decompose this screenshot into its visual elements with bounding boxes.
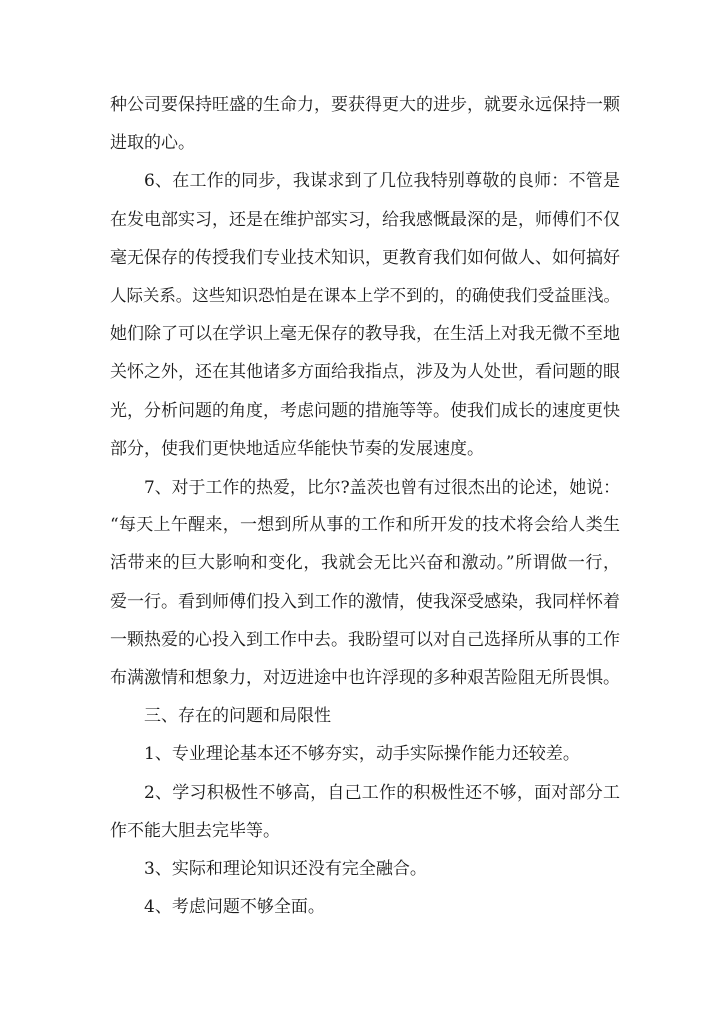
text-line: 部分，使我们更快地适应华能快节奏的发展速度。	[110, 438, 484, 459]
text-line: 4、考虑问题不够全面。	[144, 897, 325, 918]
document-body	[110, 86, 620, 926]
paragraph-continuation	[110, 86, 620, 162]
text-line: 光，分析问题的角度，考虑问题的措施等等。使我们成长的速度更快	[110, 400, 620, 421]
text-line: 活带来的巨大影响和变化，我就会无比兴奋和激动。”所谓做一行，	[110, 553, 620, 574]
text-line: 7、对于工作的热爱，比尔?盖茨也曾有过很杰出的论述，她说：	[144, 477, 620, 498]
heading-text: 三、存在的问题和局限性	[144, 706, 331, 727]
issue-item-3	[110, 850, 620, 888]
text-line: 关怀之外，还在其他诸多方面给我指点，涉及为人处世，看问题的眼	[110, 362, 620, 383]
text-line: 种公司要保持旺盛的生命力，要获得更大的进步，就要永远保持一颗	[110, 95, 620, 115]
text-line: “每天上午醒来，一想到所从事的工作和所开发的技术将会给人类生	[110, 515, 620, 536]
issue-item-2	[110, 774, 620, 850]
issue-item-4	[110, 888, 620, 926]
text-line: 2、学习积极性不够高，自己工作的积极性还不够，面对部分工	[144, 782, 620, 803]
text-line: 6、在工作的同步，我谋求到了几位我特别尊敬的良师：不管是	[144, 171, 620, 192]
text-line: 作不能大胆去完毕等。	[110, 820, 280, 841]
text-line: 1、专业理论基本还不够夯实，动手实际操作能力还较差。	[144, 744, 580, 765]
text-line: 人际关系。这些知识恐怕是在课本上学不到的，的确使我们受益匪浅。	[110, 286, 620, 306]
text-line: 毫无保存的传授我们专业技术知识，更教育我们如何做人、如何搞好	[110, 247, 620, 268]
paragraph-item-6	[110, 162, 620, 468]
text-line: 布满激情和想象力，对迈进途中也许浮现的多种艰苦险阻无所畏惧。	[110, 668, 620, 689]
text-line: 一颗热爱的心投入到工作中去。我盼望可以对自己选择所从事的工作	[110, 629, 620, 650]
section-heading-3	[110, 697, 620, 735]
text-line: 3、实际和理论知识还没有完全融合。	[144, 859, 427, 880]
text-line: 进取的心。	[110, 133, 195, 154]
text-line: 她们除了可以在学识上毫无保存的教导我，在生活上对我无微不至地	[110, 324, 620, 345]
text-line: 爱一行。看到师傅们投入到工作的激情，使我深受感染，我同样怀着	[110, 591, 620, 612]
issue-item-1	[110, 735, 620, 773]
text-line: 在发电部实习，还是在维护部实习，给我感慨最深的是，师傅们不仅	[110, 209, 620, 230]
paragraph-item-7	[110, 468, 620, 697]
